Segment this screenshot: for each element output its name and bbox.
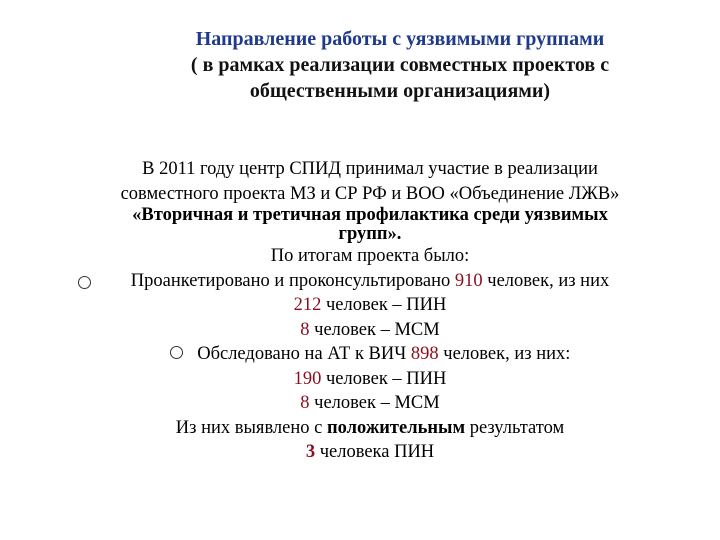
found-suffix: результатом xyxy=(469,417,565,438)
surveyed-pin xyxy=(60,293,680,318)
tested-count: 898 xyxy=(410,344,439,364)
list-item-tested xyxy=(60,342,680,367)
title-line-3: общественными организациями) xyxy=(249,80,551,102)
surveyed-suffix: человек, из них xyxy=(487,270,610,291)
slide-body xyxy=(60,157,680,465)
final-result-line xyxy=(60,440,680,465)
found-text: Из них выявлено с xyxy=(175,417,323,438)
tested-pin xyxy=(60,367,680,392)
found-positive-word: положительным xyxy=(327,417,466,438)
surveyed-msm-text: человек – МСМ xyxy=(314,319,440,340)
tested-pin-text: человек – ПИН xyxy=(325,368,447,389)
found-positive-line xyxy=(60,416,680,441)
intro-line-2: совместного проекта МЗ и СР РФ и ВОО «Объединение ЛЖВ» xyxy=(120,183,620,204)
tested-text: Обследовано на АТ к ВИЧ xyxy=(197,344,407,364)
surveyed-pin-text: человек – ПИН xyxy=(325,295,447,315)
circle-bullet-icon xyxy=(170,346,183,359)
tested-msm-text: человек – МСМ xyxy=(314,393,440,413)
title-line-2: ( в рамках реализации совместных проектов с xyxy=(190,54,610,76)
surveyed-text: Проанкетировано и проконсультировано xyxy=(130,270,451,291)
circle-bullet-icon xyxy=(78,276,91,289)
surveyed-msm-count: 8 xyxy=(300,319,310,340)
project-name-line-1: «Вторичная и третичная профилактика среди уязвимых xyxy=(132,205,608,225)
title-line-1: Направление работы с уязвимыми группами xyxy=(195,28,605,50)
results-heading: По итогам проекта было: xyxy=(270,246,470,266)
tested-msm-count: 8 xyxy=(300,393,310,413)
tested-suffix: человек, из них: xyxy=(443,344,571,364)
slide-title xyxy=(120,26,680,104)
tested-pin-count: 190 xyxy=(293,368,322,389)
final-count: 3 xyxy=(305,442,316,462)
surveyed-count: 910 xyxy=(454,270,483,291)
surveyed-pin-count: 212 xyxy=(293,295,322,315)
surveyed-msm xyxy=(60,318,680,343)
tested-msm xyxy=(60,391,680,416)
intro-line-1: В 2011 году центр СПИД принимал участие в реализации xyxy=(142,159,598,179)
list-item-surveyed xyxy=(60,269,680,294)
project-name-line-2: групп». xyxy=(338,224,402,244)
final-text: человека ПИН xyxy=(319,442,435,462)
